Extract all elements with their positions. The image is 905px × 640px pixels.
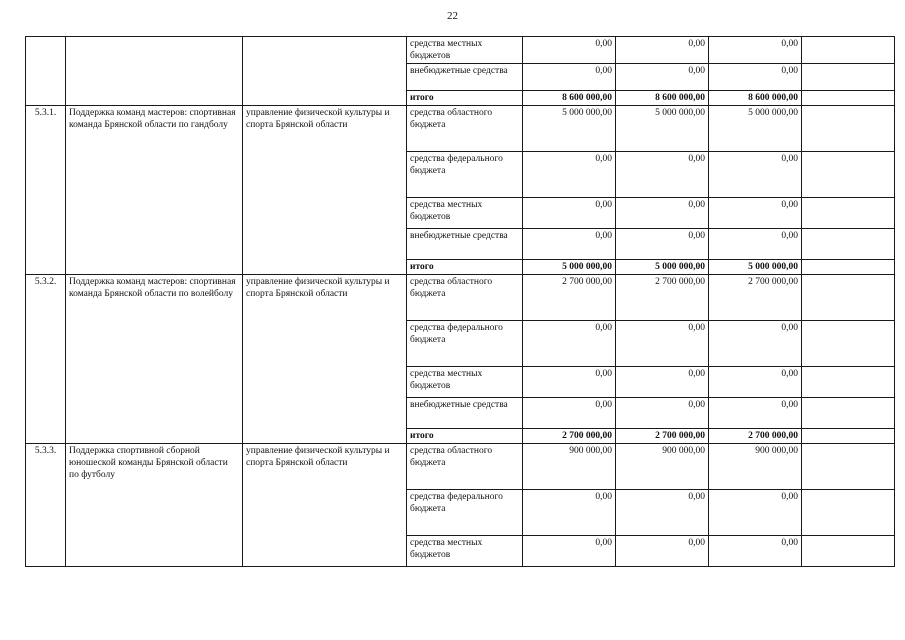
measure-name: Поддержка команд мастеров: спортивная команда Брянской области по гандболу — [66, 106, 243, 275]
amount-cell: 0,00 — [616, 398, 709, 429]
funding-source-cell: средства местных бюджетов — [407, 536, 523, 567]
amount-cell: 2 700 000,00 — [616, 275, 709, 321]
amount-cell: 0,00 — [616, 37, 709, 64]
empty-cell — [802, 321, 895, 367]
amount-cell: 0,00 — [616, 198, 709, 229]
amount-cell: 5 000 000,00 — [709, 260, 802, 275]
amount-cell: 900 000,00 — [709, 444, 802, 490]
amount-cell: 0,00 — [709, 490, 802, 536]
amount-cell: 8 600 000,00 — [523, 91, 616, 106]
amount-cell: 0,00 — [709, 398, 802, 429]
empty-cell — [802, 260, 895, 275]
page-number: 22 — [447, 10, 458, 22]
empty-cell — [802, 429, 895, 444]
amount-cell: 0,00 — [709, 536, 802, 567]
measure-name: Поддержка спортивной сборной юношеской команды Брянской области по футболу — [66, 444, 243, 567]
amount-cell: 0,00 — [523, 64, 616, 91]
amount-cell: 0,00 — [616, 490, 709, 536]
amount-cell: 0,00 — [523, 152, 616, 198]
funding-source-cell: внебюджетные средства — [407, 229, 523, 260]
amount-cell: 2 700 000,00 — [523, 429, 616, 444]
table-row — [26, 106, 895, 152]
empty-cell — [802, 198, 895, 229]
funding-source-cell: внебюджетные средства — [407, 64, 523, 91]
funding-source-cell: средства областного бюджета — [407, 275, 523, 321]
amount-cell: 0,00 — [523, 321, 616, 367]
funding-source-cell: средства федерального бюджета — [407, 321, 523, 367]
executor-name: управление физической культуры и спорта Брянской области — [243, 275, 407, 444]
empty-cell — [802, 229, 895, 260]
funding-source-cell: итого — [407, 429, 523, 444]
amount-cell: 0,00 — [616, 152, 709, 198]
measure-code: 5.3.1. — [26, 106, 66, 275]
amount-cell: 0,00 — [709, 229, 802, 260]
empty-cell — [802, 91, 895, 106]
amount-cell: 0,00 — [523, 398, 616, 429]
amount-cell: 0,00 — [523, 490, 616, 536]
empty-cell — [802, 64, 895, 91]
table-row — [26, 37, 895, 64]
amount-cell: 0,00 — [616, 321, 709, 367]
empty-cell — [802, 444, 895, 490]
empty-cell — [802, 367, 895, 398]
amount-cell: 0,00 — [523, 229, 616, 260]
funding-source-cell: средства областного бюджета — [407, 106, 523, 152]
amount-cell: 0,00 — [523, 37, 616, 64]
amount-cell: 0,00 — [616, 229, 709, 260]
measure-code: 5.3.3. — [26, 444, 66, 567]
funding-source-cell: средства федерального бюджета — [407, 490, 523, 536]
funding-source-cell: средства местных бюджетов — [407, 198, 523, 229]
funding-source-cell: средства местных бюджетов — [407, 37, 523, 64]
amount-cell: 2 700 000,00 — [709, 275, 802, 321]
amount-cell: 2 700 000,00 — [616, 429, 709, 444]
executor-name: управление физической культуры и спорта Брянской области — [243, 106, 407, 275]
table-row — [26, 444, 895, 490]
measure-code: 5.3.2. — [26, 275, 66, 444]
amount-cell: 0,00 — [709, 198, 802, 229]
amount-cell: 0,00 — [523, 367, 616, 398]
amount-cell: 8 600 000,00 — [616, 91, 709, 106]
funding-source-cell: средства местных бюджетов — [407, 367, 523, 398]
budget-table — [25, 36, 895, 567]
amount-cell: 0,00 — [709, 321, 802, 367]
amount-cell: 5 000 000,00 — [709, 106, 802, 152]
name-cell — [66, 37, 243, 106]
empty-cell — [802, 275, 895, 321]
amount-cell: 2 700 000,00 — [523, 275, 616, 321]
code-cell — [26, 37, 66, 106]
funding-source-cell: итого — [407, 260, 523, 275]
empty-cell — [802, 490, 895, 536]
funding-source-cell: средства областного бюджета — [407, 444, 523, 490]
amount-cell: 8 600 000,00 — [709, 91, 802, 106]
amount-cell: 0,00 — [523, 536, 616, 567]
table-row — [26, 275, 895, 321]
amount-cell: 0,00 — [709, 152, 802, 198]
amount-cell: 0,00 — [709, 367, 802, 398]
empty-cell — [802, 398, 895, 429]
amount-cell: 0,00 — [709, 37, 802, 64]
amount-cell: 0,00 — [709, 64, 802, 91]
funding-source-cell: внебюджетные средства — [407, 398, 523, 429]
funding-source-cell: средства федерального бюджета — [407, 152, 523, 198]
executor-cell — [243, 37, 407, 106]
amount-cell: 900 000,00 — [616, 444, 709, 490]
empty-cell — [802, 37, 895, 64]
empty-cell — [802, 152, 895, 198]
amount-cell: 5 000 000,00 — [523, 260, 616, 275]
amount-cell: 5 000 000,00 — [523, 106, 616, 152]
amount-cell: 0,00 — [616, 536, 709, 567]
amount-cell: 900 000,00 — [523, 444, 616, 490]
amount-cell: 0,00 — [616, 64, 709, 91]
empty-cell — [802, 106, 895, 152]
empty-cell — [802, 536, 895, 567]
measure-name: Поддержка команд мастеров: спортивная команда Брянской области по волейболу — [66, 275, 243, 444]
amount-cell: 0,00 — [523, 198, 616, 229]
amount-cell: 2 700 000,00 — [709, 429, 802, 444]
amount-cell: 5 000 000,00 — [616, 106, 709, 152]
executor-name: управление физической культуры и спорта Брянской области — [243, 444, 407, 567]
amount-cell: 5 000 000,00 — [616, 260, 709, 275]
amount-cell: 0,00 — [616, 367, 709, 398]
funding-source-cell: итого — [407, 91, 523, 106]
